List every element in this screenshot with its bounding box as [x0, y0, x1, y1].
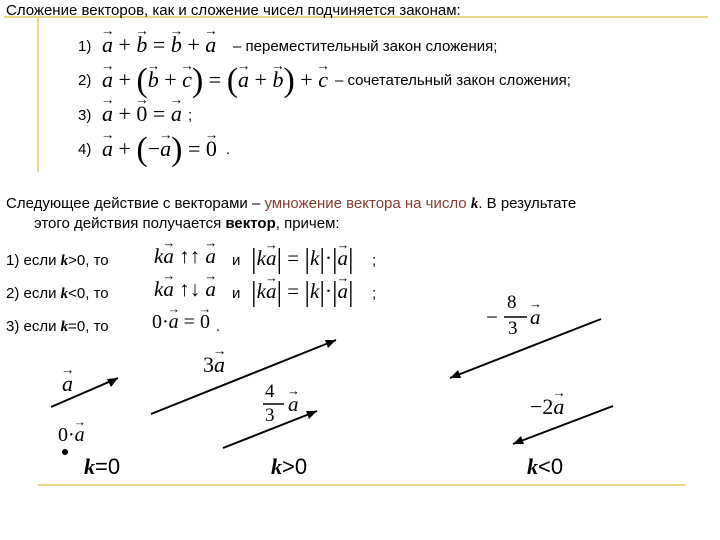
- law-3-number: 3): [78, 107, 92, 124]
- case-2-formula-direction: k→ a ↑↓ → a: [154, 277, 216, 302]
- mult-intro-prefix: Следующее действие с векторами –: [6, 195, 265, 212]
- case-3-if: если: [23, 318, 61, 335]
- label-3a: 3→ a: [203, 352, 225, 378]
- mult-intro-line-2: [34, 215, 340, 232]
- case-2-if: если: [23, 285, 61, 302]
- vector-3a-arrowhead: [325, 340, 336, 348]
- case-1-cond: >0, то: [68, 252, 109, 269]
- law-1-formula: → a + → b = → b + → a: [102, 32, 216, 58]
- case-3-number: 3): [6, 318, 20, 335]
- law-2-formula: → a + (→ b + → c) = (→ a + → b) + → c: [102, 62, 328, 100]
- label-4-3-a: → a: [288, 392, 299, 417]
- label-4-numerator: 4: [265, 381, 275, 402]
- case-1-text: [6, 252, 109, 270]
- case-2-and: и: [232, 285, 241, 302]
- case-1-if: если: [23, 252, 61, 269]
- case-3-cond: =0, то: [68, 318, 109, 335]
- case-1-end: ;: [372, 252, 377, 269]
- case-3-formula: 0·→ a = → 0: [152, 311, 210, 334]
- case-2-formula-length: |k→ a| = |k|·|→ a|: [251, 277, 354, 309]
- law-4-number: 4): [78, 141, 92, 158]
- law-2-number: 2): [78, 72, 92, 89]
- law-1-desc: – переместительный закон сложения;: [233, 38, 498, 55]
- vector-3a-arrow: [151, 340, 336, 414]
- zero-vector-point: [62, 449, 68, 455]
- case-1-k: k: [60, 253, 69, 269]
- vector-m2a-arrowhead: [513, 436, 524, 444]
- mult-intro-suffix: . В результате: [478, 195, 577, 212]
- mult-intro-line-1: [6, 195, 576, 213]
- mult-intro-k: k: [470, 196, 479, 212]
- label-m8-3-a: → a: [530, 305, 541, 330]
- law-3-formula: → a + → 0 = → a: [102, 101, 182, 127]
- case-2-end: ;: [372, 285, 377, 302]
- vector-m8-3a-arrow: [450, 319, 601, 378]
- case-1-formula-direction: k→ a ↑↑ → a: [154, 244, 216, 269]
- mult-line2-prefix: этого действия получается: [34, 215, 226, 232]
- case-3-text: [6, 318, 109, 336]
- label-8-numerator: 8: [507, 292, 517, 313]
- case-2-cond: <0, то: [68, 285, 109, 302]
- label-vector-a: → a: [62, 371, 73, 397]
- case-1-and: и: [232, 252, 241, 269]
- label-minus-2a: −2→ a: [530, 394, 564, 420]
- vector-4-3a-arrowhead: [306, 411, 317, 419]
- vector-m8-3a-arrowhead: [450, 370, 461, 378]
- label-zero-times-a: 0·→ a: [58, 424, 85, 447]
- case-2-k: k: [60, 286, 69, 302]
- law-2-desc: – сочетательный закон сложения;: [335, 72, 571, 89]
- law-4-desc: .: [226, 141, 231, 158]
- label-3-denominator-neg: 3: [508, 318, 518, 339]
- case-2-text: [6, 285, 109, 303]
- case-1-number: 1): [6, 252, 20, 269]
- caption-k-negative: k<0: [527, 454, 564, 479]
- law-3-desc: ;: [188, 107, 193, 124]
- mult-line2-bold: вектор: [225, 215, 276, 232]
- label-3-denominator: 3: [265, 405, 275, 426]
- caption-k-zero: k=0: [84, 454, 121, 479]
- mult-line2-suffix: , причем:: [275, 215, 340, 232]
- section-title: Сложение векторов, как и сложение чисел подчиняется законам:: [6, 2, 461, 19]
- law-4-formula: → a + (−→ a) = → 0: [102, 131, 217, 169]
- mult-intro-highlight: умножение вектора на число: [264, 195, 467, 212]
- case-3-k: k: [60, 319, 69, 335]
- caption-k-positive: k>0: [271, 454, 308, 479]
- case-1-formula-length: |k→ a| = |k|·|→ a|: [251, 244, 354, 276]
- case-2-number: 2): [6, 285, 20, 302]
- label-minus-sign: −: [486, 305, 498, 329]
- case-3-end: .: [216, 318, 221, 335]
- law-1-number: 1): [78, 38, 92, 55]
